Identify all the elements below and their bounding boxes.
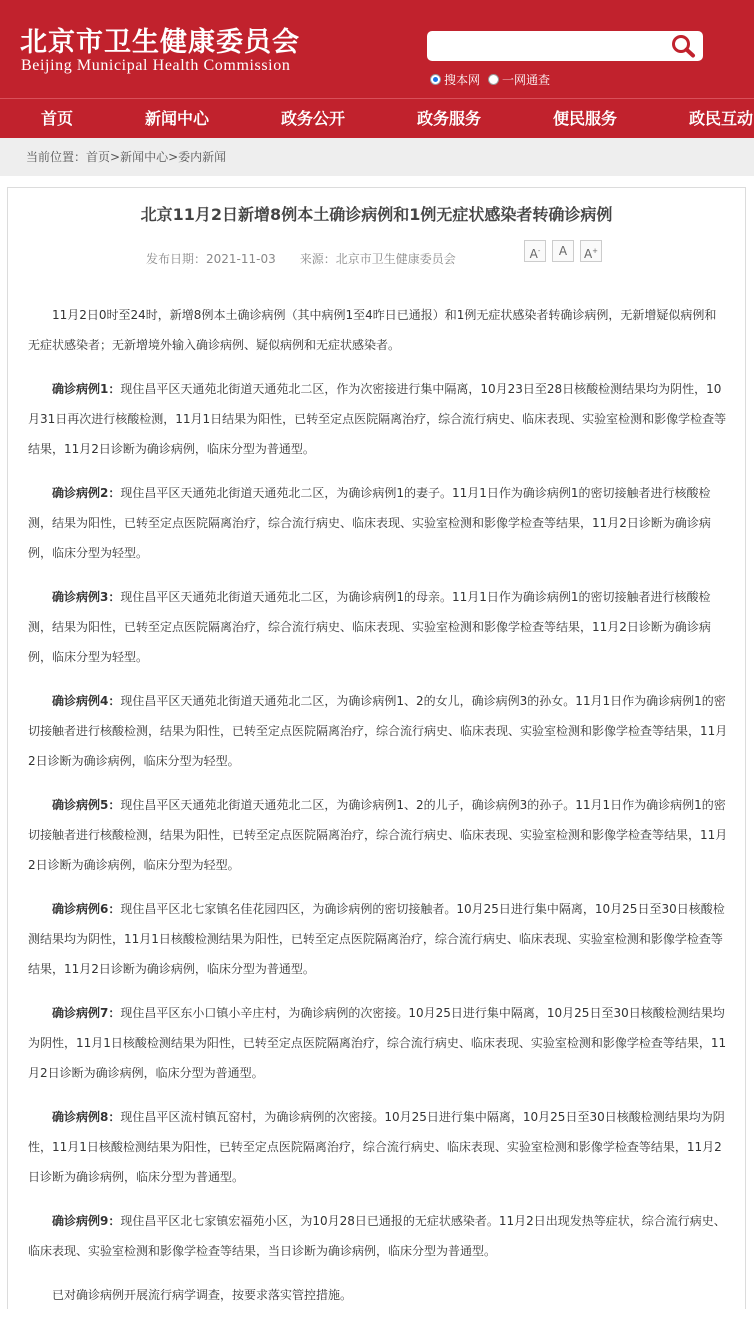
- case-label: 确诊病例6：: [52, 902, 121, 916]
- case-text: 现住昌平区天通苑北街道天通苑北二区，为确诊病例1、2的女儿，确诊病例3的孙女。11月1日作为确诊病例1的密切接触者进行核酸检测，结果为阳性，已转至定点医院隔离治疗，综合流行病史、临床表现、实验室检测和影像学检查等结果，11月2日诊断为确诊病例，临床分型为轻型。: [28, 694, 728, 768]
- case-paragraph: [28, 478, 728, 568]
- case-paragraph: [28, 894, 728, 984]
- case-label: 确诊病例9：: [52, 1214, 121, 1228]
- case-text: 现住昌平区天通苑北街道天通苑北二区，为确诊病例1的母亲。11月1日作为确诊病例1的密切接触者进行核酸检测，结果为阳性，已转至定点医院隔离治疗，综合流行病史、临床表现、实验室检测和影像学检查等结果，11月2日诊断为确诊病例，临床分型为轻型。: [28, 590, 711, 664]
- date-label: 发布日期：: [146, 252, 207, 266]
- article-body: [28, 300, 728, 1324]
- nav-item-public-service[interactable]: 便民服务: [553, 109, 618, 128]
- case-paragraph: [28, 582, 728, 672]
- article-intro: 11月2日0时至24时，新增8例本土确诊病例（其中病例1至4昨日已通报）和1例无症状感染者转确诊病例，无新增疑似病例和无症状感染者；无新增境外输入确诊病例、疑似病例和无症状感染者。: [28, 308, 717, 352]
- article-meta: [146, 250, 456, 267]
- radio-label-site: 搜本网: [444, 73, 481, 87]
- font-size-controls: [524, 240, 608, 262]
- search-scope: [430, 71, 558, 88]
- article-title: 北京11月2日新增8例本土确诊病例和1例无症状感染者转确诊病例: [140, 205, 613, 224]
- breadcrumb: [0, 138, 754, 176]
- case-text: 现住昌平区北七家镇名佳花园四区，为确诊病例的密切接触者。10月25日进行集中隔离，10月25日至30日核酸检测结果均为阴性，11月1日核酸检测结果为阳性，已转至定点医院隔离治疗，综合流行病史、临床表现、实验室检测和影像学检查等结果，11月2日诊断为确诊病例，临床分型为普通型。: [28, 902, 725, 976]
- nav-item-interaction[interactable]: 政民互动: [689, 109, 754, 128]
- publish-date: 2021-11-03: [206, 251, 276, 266]
- search-icon: [670, 34, 696, 58]
- article-closing: 已对确诊病例开展流行病学调查，按要求落实管控措施。: [52, 1288, 353, 1302]
- case-paragraph: [28, 790, 728, 880]
- logo-english[interactable]: Beijing Municipal Health Commission: [21, 57, 291, 74]
- case-text: 现住昌平区天通苑北街道天通苑北二区，为确诊病例1、2的儿子，确诊病例3的孙子。11月1日作为确诊病例1的密切接触者进行核酸检测，结果为阳性，已转至定点医院隔离治疗，综合流行病史、临床表现、实验室检测和影像学检查等结果，11月2日诊断为确诊病例，临床分型为轻型。: [28, 798, 728, 872]
- search-box: [427, 31, 703, 61]
- font-decrease-button[interactable]: A-: [524, 240, 546, 262]
- case-text: 现住昌平区天通苑北街道天通苑北二区，作为次密接进行集中隔离，10月23日至28日核酸检测结果均为阴性，10月31日再次进行核酸检测，11月1日结果为阳性，已转至定点医院隔离治疗，综合流行病史、临床表现、实验室检测和影像学检查等结果，11月2日诊断为确诊病例，临床分型为普通型。: [28, 382, 727, 456]
- case-label: 确诊病例2：: [52, 486, 121, 500]
- article-source: 北京市卫生健康委员会: [335, 252, 456, 266]
- case-text: 现住昌平区流村镇瓦窑村，为确诊病例的次密接。10月25日进行集中隔离，10月25日至30日核酸检测结果均为阴性，11月1日核酸检测结果为阳性，已转至定点医院隔离治疗，综合流行病史、临床表现、实验室检测和影像学检查等结果，11月2日诊断为确诊病例，临床分型为普通型。: [28, 1110, 725, 1184]
- case-label: 确诊病例8：: [52, 1110, 121, 1124]
- radio-button[interactable]: [488, 74, 499, 85]
- case-paragraph: [28, 998, 728, 1088]
- case-paragraph: [28, 1206, 728, 1266]
- case-paragraph: [28, 686, 728, 776]
- case-label: 确诊病例4：: [52, 694, 121, 708]
- logo-chinese[interactable]: 北京市卫生健康委员会: [20, 27, 300, 58]
- radio-button-selected[interactable]: [430, 74, 441, 85]
- case-label: 确诊病例1：: [52, 382, 121, 396]
- case-label: 确诊病例5：: [52, 798, 121, 812]
- site-header: [0, 0, 754, 98]
- case-label: 确诊病例7：: [52, 1006, 121, 1020]
- case-text: 现住昌平区北七家镇宏福苑小区，为10月28日已通报的无症状感染者。11月2日出现发热等症状，综合流行病史、临床表现、实验室检测和影像学检查等结果，当日诊断为确诊病例，临床分型为普通型。: [28, 1214, 726, 1258]
- nav-item-home[interactable]: 首页: [41, 109, 74, 128]
- font-increase-button[interactable]: A+: [580, 240, 602, 262]
- search-input[interactable]: [437, 35, 659, 57]
- case-paragraph: [28, 374, 728, 464]
- case-label: 确诊病例3：: [52, 590, 121, 604]
- nav-item-gov-service[interactable]: 政务服务: [417, 109, 482, 128]
- case-text: 现住昌平区天通苑北街道天通苑北二区，为确诊病例1的妻子。11月1日作为确诊病例1的密切接触者进行核酸检测，结果为阳性，已转至定点医院隔离治疗，综合流行病史、临床表现、实验室检测和影像学检查等结果，11月2日诊断为确诊病例，临床分型为轻型。: [28, 486, 711, 560]
- source-label: 来源：: [299, 252, 336, 266]
- radio-search-site[interactable]: [430, 71, 480, 88]
- case-text: 现住昌平区东小口镇小辛庄村，为确诊病例的次密接。10月25日进行集中隔离，10月25日至30日核酸检测结果均为阴性，11月1日核酸检测结果为阳性，已转至定点医院隔离治疗，综合流行病史、临床表现、实验室检测和影像学检查等结果，11月2日诊断为确诊病例，临床分型为普通型。: [28, 1006, 727, 1080]
- font-normal-button[interactable]: A: [552, 240, 574, 262]
- breadcrumb-label: 当前位置：: [26, 150, 87, 164]
- search-button[interactable]: [669, 33, 697, 59]
- nav-item-news[interactable]: 新闻中心: [145, 109, 210, 128]
- radio-label-all: 一网通查: [502, 73, 551, 87]
- breadcrumb-path[interactable]: 首页>新闻中心>委内新闻: [86, 150, 227, 164]
- case-paragraph: [28, 1102, 728, 1192]
- radio-search-all[interactable]: [488, 71, 550, 88]
- nav-item-gov-open[interactable]: 政务公开: [281, 109, 346, 128]
- main-nav: [0, 98, 754, 138]
- article-container: [7, 187, 746, 1309]
